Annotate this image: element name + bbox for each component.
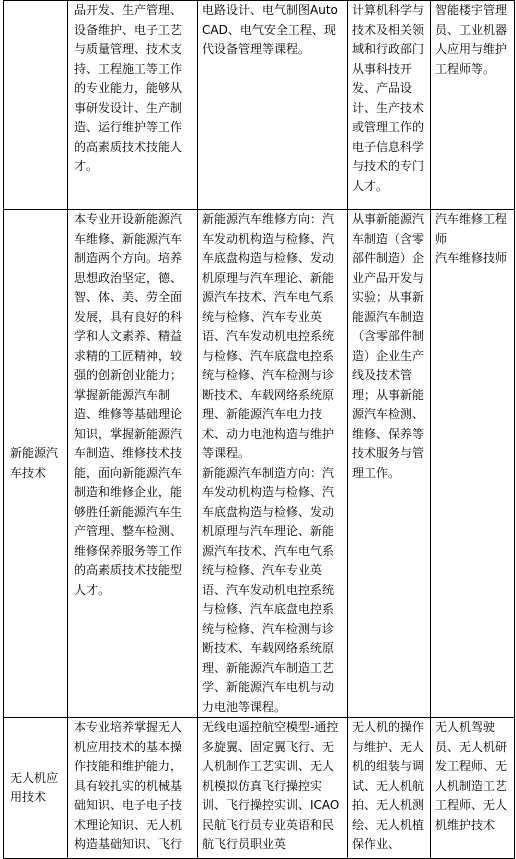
program-name-cell: 新能源汽车技术 [4, 210, 68, 718]
core-courses-cell: 新能源汽车维修方向：汽车发动机构造与检修、汽车底盘构造与检修、发动机原理与汽车理论、新能源汽车技术、汽车电气系统与检修、汽车专业英语、汽车发动机电控系统与检修、汽车底盘电控系统与检修、汽车检测与诊断技术、车载网络系统原理、新能源汽车电力技术、动力电池构造与维护等课程。 新能源汽车制造方向：汽车发动机构造与检修、汽车底盘构造与检修、发动机原理与汽车理论、新能源汽车技术、汽车电气系统与检修、汽车专业英语、汽车发动机电控系统与检修、汽车底盘电控系统与检修、汽车检测与诊断技术、车载网络系统原理、新能源汽车制造工艺学、新能源汽车电机与动力电池等课程。 [198, 210, 348, 718]
training-goal-cell: 本专业开设新能源汽车维修、新能源汽车制造两个方向。培养思想政治坚定，德、智、体、美、劳全面发展，具有良好的科学和人文素养、精益求精的工匠精神，较强的创新创业能力；掌握新能源汽车制造、维修等基础理论知识，掌握新能源汽车制造、维修技术技能，面向新能源汽车制造和维修企业，能够胜任新能源汽车生产管理、整车检测、维修保养服务等工作的高素质技术技能型人才。 [68, 210, 198, 718]
certificate-cell: 无人机驾驶员、无人机研发工程师、无人机制造工艺工程师、无人机维护技术 [431, 718, 515, 859]
career-direction-cell: 计算机科学与技术及相关领域和行政部门从事科技开发、产品设计、生产技术或管理工作的电子信息科学与技术的专门人才。 [348, 1, 431, 210]
training-goal-cell: 品开发、生产管理、设备维护、电子工艺与质量管理、技术支持、工程施工等工作的专业能力，能够从事研发设计、生产制造、运行维护等工作的高素质技术技能人才。 [68, 1, 198, 210]
table-row [4, 1, 515, 210]
table-row [4, 210, 515, 718]
core-courses-cell: 电路设计、电气制图AutoCAD、电气安全工程、现代设备管理等课程。 [198, 1, 348, 210]
career-direction-cell: 无人机的操作与维护、无人机的组装与调试、无人机航拍、无人机测绘、无人机植保作业、 [348, 718, 431, 859]
program-table [3, 0, 515, 859]
certificate-cell: 智能楼宇管理员、工业机器人应用与维护工程师等。 [431, 1, 515, 210]
core-courses-cell: 无线电遥控航空模型-通控多旋翼、固定翼飞行、无人机制作工艺实训、无人机模拟仿真飞行操控实训、飞行操控实训、ICAO民航飞行员专业英语和民航飞行员职业英 [198, 718, 348, 859]
program-name-cell [4, 1, 68, 210]
table-row [4, 718, 515, 859]
program-name-cell: 无人机应用技术 [4, 718, 68, 859]
training-goal-cell: 本专业培养掌握无人机应用技术的基本操作技能和维护能力，具有较扎实的机械基础知识、电子电子技术理论知识、无人机构造基础知识、飞行 [68, 718, 198, 859]
career-direction-cell: 从事新能源汽车制造（含零部件制造）企业产品开发与实验；从事新能源汽车制造（含零部件制造）企业生产线及技术管理；从事新能源汽车检测、维修、保养等技术服务与管理工作。 [348, 210, 431, 718]
certificate-cell: 汽车维修工程师 汽车维修技师 [431, 210, 515, 718]
